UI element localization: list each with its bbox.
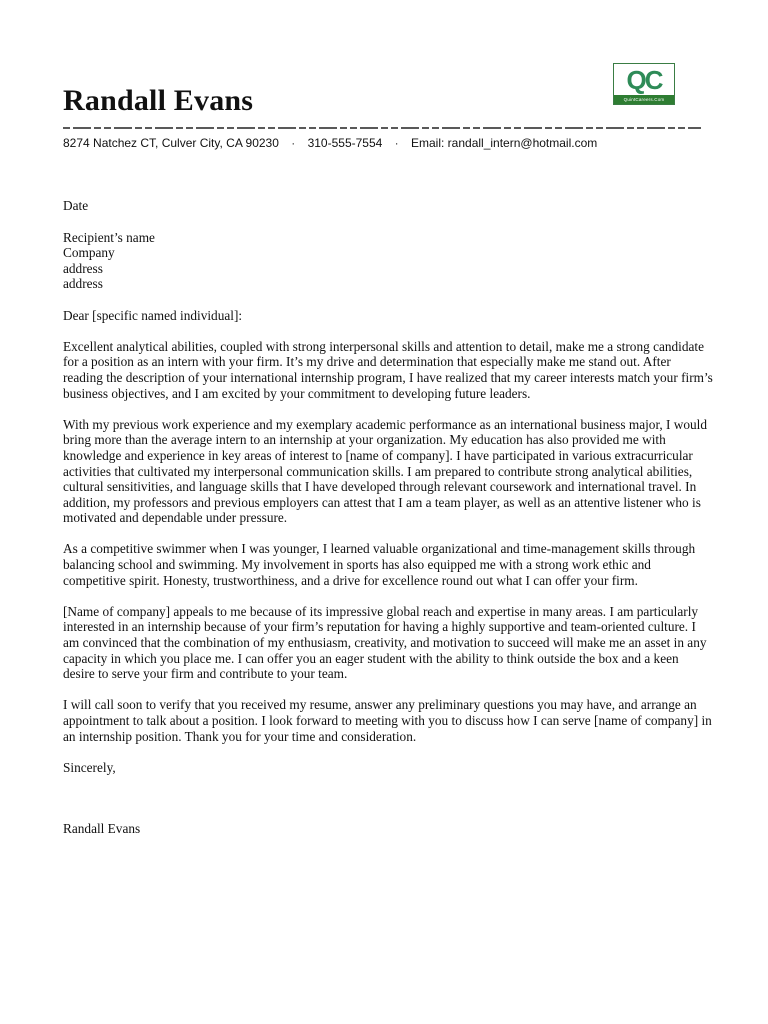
signature-name: Randall Evans	[63, 821, 141, 837]
body-paragraph: [Name of company] appeals to me because of its impressive global reach and expertise in many areas. I am particularly interested in an internship because of your firm’s reputation for having a highly supportive and team-oriented culture. I am convinced that the combination of my enthusiasm, creativity, and motivation to succeed will make me an asset in any capacity in which you place me. I can offer you an eager student with the ability to think outside the box and a keen desire to serve your firm and contribute to your team.	[63, 603, 707, 682]
contact-phone: 310-555-7554	[307, 136, 383, 150]
contact-separator: ·	[394, 136, 399, 150]
quintcareers-logo	[613, 63, 675, 105]
contact-address: 8274 Natchez CT, Culver City, CA 90230	[63, 136, 279, 150]
body-paragraph: Excellent analytical abilities, coupled with strong interpersonal skills and attention to detail, make me a strong candidate for a position as an intern with your firm. It’s my drive and determination that especially make me stand out. After reading the description of your international internship program, I have realized that my career interests match your firm’s business objectives, and I am excited by your commitment to developing future leaders.	[63, 338, 713, 401]
recipient-line: Recipient’s name	[63, 229, 155, 245]
header-divider	[63, 126, 701, 130]
applicant-name: Randall Evans	[63, 84, 254, 117]
logo-mark: QC	[626, 65, 662, 95]
contact-email: Email: randall_intern@hotmail.com	[411, 136, 598, 150]
letter-body	[63, 198, 713, 837]
closing: Sincerely,	[63, 759, 116, 775]
letter-date: Date	[63, 198, 89, 213]
salutation: Dear [specific named individual]:	[63, 307, 243, 323]
body-paragraph: With my previous work experience and my exemplary academic performance as an international business major, I would bring more than the average intern to an internship at your organization. My education has also provided me with knowledge and experience in key areas of interest to [name of company]. I have participated in various extracurricular activities that cultivated my interpersonal communication skills. I am prepared to contribute strong analytical abilities, cultural sensitivities, and language skills that I have developed through relevant coursework and international travel. In addition, my professors and previous employers can attest that I am a team player, as well as an attentive listener who is motivated and dependable under pressure.	[63, 416, 707, 526]
contact-line	[63, 136, 597, 150]
logo-tagline: QuintCareers.Com	[614, 95, 674, 104]
body-paragraph: I will call soon to verify that you received my resume, answer any preliminary questions you may have, and arrange an appointment to talk about a position. I look forward to meeting with you to discuss how I can serve [name of company] in an internship position. Thank you for your time and consideration.	[63, 697, 712, 744]
contact-separator: ·	[291, 136, 296, 150]
recipient-line: address	[63, 276, 103, 292]
recipient-line: address	[63, 260, 103, 276]
recipient-line: Company	[63, 245, 115, 261]
body-paragraph: As a competitive swimmer when I was younger, I learned valuable organizational and time-management skills through balancing school and swimming. My involvement in sports has also equipped me with a strong work ethic and competitive spirit. Honesty, trustworthiness, and a drive for excellence round out what I can offer your firm.	[63, 541, 696, 588]
